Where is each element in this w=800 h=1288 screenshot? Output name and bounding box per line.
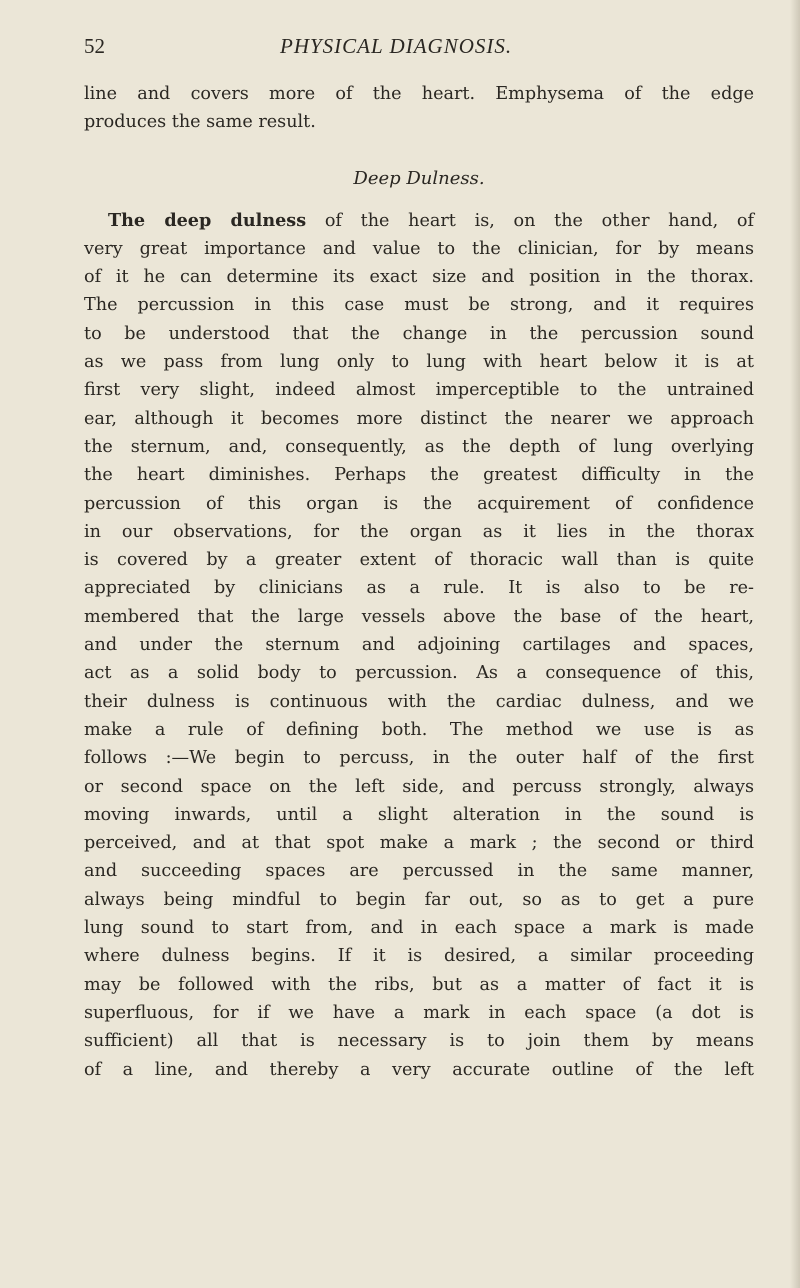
running-head bbox=[84, 30, 754, 64]
text-line: make a rule of defining both. The method we use is as bbox=[84, 719, 754, 740]
text-line: follows :—We begin to percuss, in the outer half of the first bbox=[84, 748, 754, 769]
text-line: and under the sternum and adjoining cartilages and spaces, bbox=[84, 635, 754, 656]
text-line: perceived, and at that spot make a mark ; the second or third bbox=[84, 833, 754, 854]
text-line: the sternum, and, consequently, as the depth of lung overlying bbox=[84, 436, 754, 457]
text-line: superfluous, for if we have a mark in each space (a dot is bbox=[84, 1002, 754, 1023]
page-number: 52 bbox=[84, 34, 105, 58]
text-line: line and covers more of the heart. Emphysema of the edge bbox=[84, 84, 754, 104]
text-line: their dulness is continuous with the cardiac dulness, and we bbox=[84, 691, 754, 712]
section-heading: Deep Dulness. bbox=[353, 167, 485, 189]
page-edge-shadow bbox=[790, 0, 800, 1288]
paragraph-1 bbox=[84, 80, 754, 137]
paragraph-2 bbox=[84, 207, 754, 1084]
text-line: sufficient) all that is necessary is to join them by means bbox=[84, 1031, 754, 1052]
text-line: and succeeding spaces are percussed in the same manner, bbox=[84, 861, 754, 882]
text-line: act as a solid body to percussion. As a consequence of this, bbox=[84, 663, 754, 684]
text-line: may be followed with the ribs, but as a matter of fact it is bbox=[84, 974, 754, 995]
text-line: produces the same result. bbox=[84, 112, 316, 133]
text-line: in our observations, for the organ as it lies in the thorax bbox=[84, 521, 754, 542]
text-line: of a line, and thereby a very accurate outline of the left bbox=[84, 1059, 754, 1080]
text-line: percussion of this organ is the acquirement of confidence bbox=[84, 493, 754, 514]
text-line: appreciated by clinicians as a rule. It is also to be re- bbox=[84, 578, 754, 599]
running-title: PHYSICAL DIAGNOSIS. bbox=[280, 34, 513, 58]
text-line: lung sound to start from, and in each space a mark is made bbox=[84, 918, 754, 939]
text-line: where dulness begins. If it is desired, a similar proceeding bbox=[84, 946, 754, 967]
first-line-rest: of the heart is, on the other hand, of bbox=[306, 210, 754, 231]
text-line: as we pass from lung only to lung with heart below it is at bbox=[84, 352, 754, 373]
text-line: very great importance and value to the clinician, for by means bbox=[84, 238, 754, 259]
text-line: or second space on the left side, and percuss strongly, always bbox=[84, 776, 754, 797]
text-line: The percussion in this case must be strong, and it requires bbox=[84, 295, 754, 316]
text-line: first very slight, indeed almost imperceptible to the untrained bbox=[84, 380, 754, 401]
text-line-first bbox=[84, 207, 754, 235]
text-line: the heart diminishes. Perhaps the greatest difficulty in the bbox=[84, 465, 754, 486]
spacer bbox=[84, 137, 754, 151]
lead-phrase: The deep dulness bbox=[108, 209, 307, 231]
text-line: ear, although it becomes more distinct the nearer we approach bbox=[84, 408, 754, 429]
text-line: moving inwards, until a slight alteration in the sound is bbox=[84, 804, 754, 825]
text-line: to be understood that the change in the percussion sound bbox=[84, 323, 754, 344]
text-line: of it he can determine its exact size and position in the thorax. bbox=[84, 267, 754, 288]
text-line: is covered by a greater extent of thoracic wall than is quite bbox=[84, 550, 754, 571]
text-line: membered that the large vessels above the base of the heart, bbox=[84, 606, 754, 627]
text-line: always being mindful to begin far out, so as to get a pure bbox=[84, 889, 754, 910]
body-text bbox=[84, 80, 754, 1084]
